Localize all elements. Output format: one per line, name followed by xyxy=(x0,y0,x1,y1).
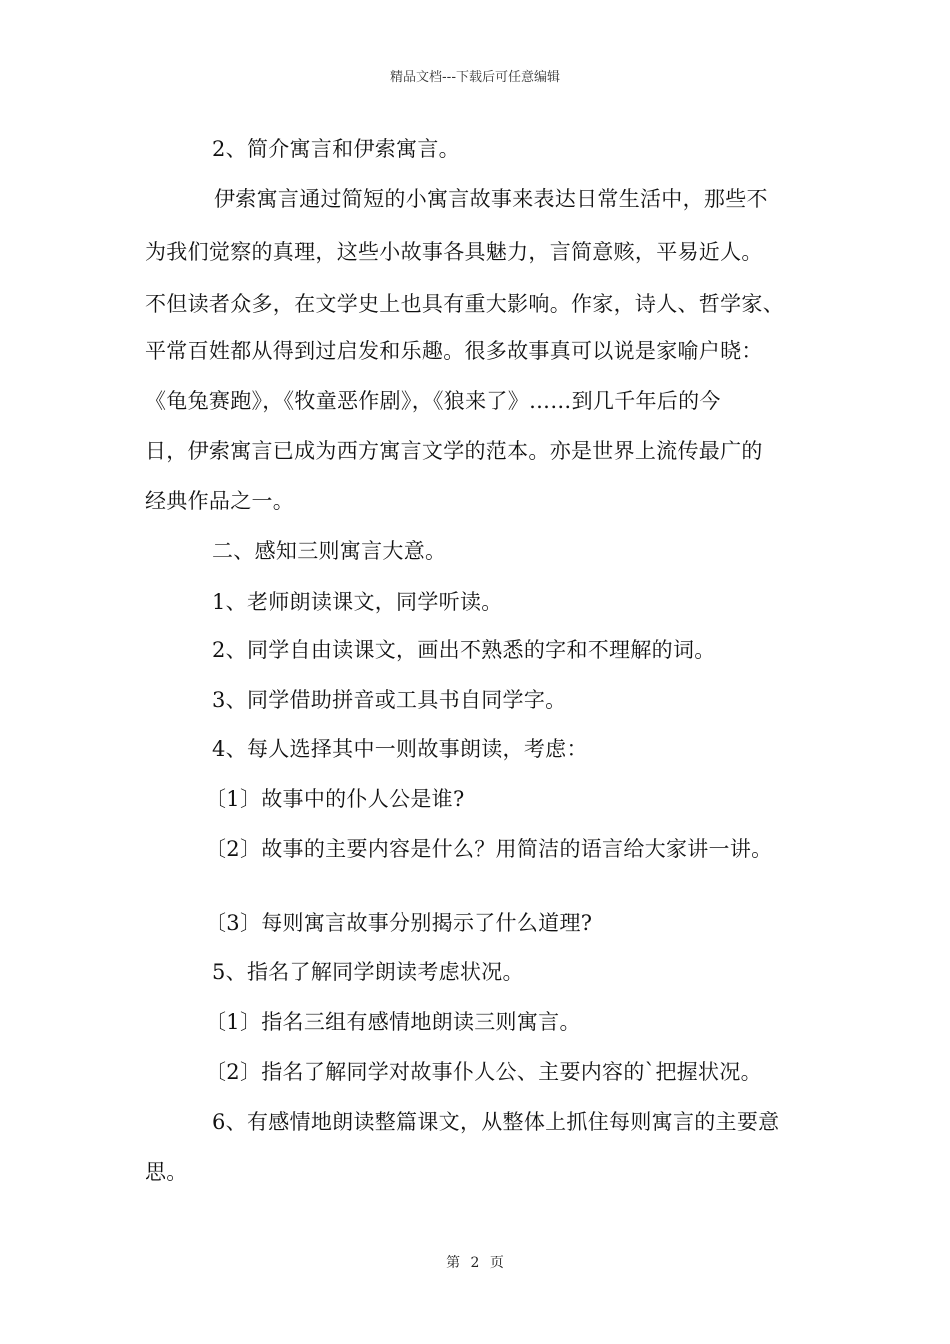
text-line: 平常百姓都从得到过启发和乐趣。很多故事真可以说是家喻户晓： xyxy=(145,339,763,363)
text-line: 伊索寓言通过简短的小寓言故事来表达日常生活中，那些不 xyxy=(214,187,768,211)
text-line: 《龟兔赛跑》，《牧童恶作剧》，《狼来了》……到几千年后的今 xyxy=(145,389,721,413)
text-line: 6、有感情地朗读整篇课文，从整体上抓住每则寓言的主要意 xyxy=(212,1110,780,1134)
page-header: 精品文档---下载后可任意编辑 xyxy=(389,70,561,85)
text-line: 5、指名了解同学朗读考虑状况。 xyxy=(212,960,524,984)
text-line: 〔1〕指名三组有感情地朗读三则寓言。 xyxy=(205,1010,581,1034)
text-line: 4、每人选择其中一则故事朗读，考虑： xyxy=(212,737,588,761)
text-line: 〔3〕每则寓言故事分别揭示了什么道理? xyxy=(205,911,593,935)
text-line: 1、老师朗读课文，同学听读。 xyxy=(212,590,503,614)
section-heading: 二、感知三则寓言大意。 xyxy=(212,539,447,563)
text-line: 3、同学借助拼音或工具书自同学字。 xyxy=(212,688,567,712)
text-line: 为我们觉察的真理，这些小故事各具魅力，言简意赅，平易近人。 xyxy=(145,240,763,264)
text-line: 思。 xyxy=(145,1160,188,1184)
text-line: 日，伊索寓言已成为西方寓言文学的范本。亦是世界上流传最广的 xyxy=(145,439,763,463)
text-line: 2、同学自由读课文，画出不熟悉的字和不理解的词。 xyxy=(212,638,716,662)
page-footer xyxy=(0,1252,950,1272)
page-label-suffix: 页 xyxy=(489,1255,504,1271)
text-line: 2、简介寓言和伊索寓言。 xyxy=(212,137,460,161)
text-line: 〔1〕故事中的仆人公是谁? xyxy=(205,787,465,811)
text-line: 〔2〕故事的主要内容是什么？用简洁的语言给大家讲一讲。 xyxy=(205,837,773,861)
page-number: 2 xyxy=(470,1255,480,1271)
text-line: 不但读者众多，在文学史上也具有重大影响。作家，诗人、哲学家、 xyxy=(145,292,784,316)
page-label-prefix: 第 xyxy=(446,1255,461,1271)
text-line: 经典作品之一。 xyxy=(145,489,295,513)
text-line: 〔2〕指名了解同学对故事仆人公、主要内容的`把握状况。 xyxy=(205,1060,762,1084)
